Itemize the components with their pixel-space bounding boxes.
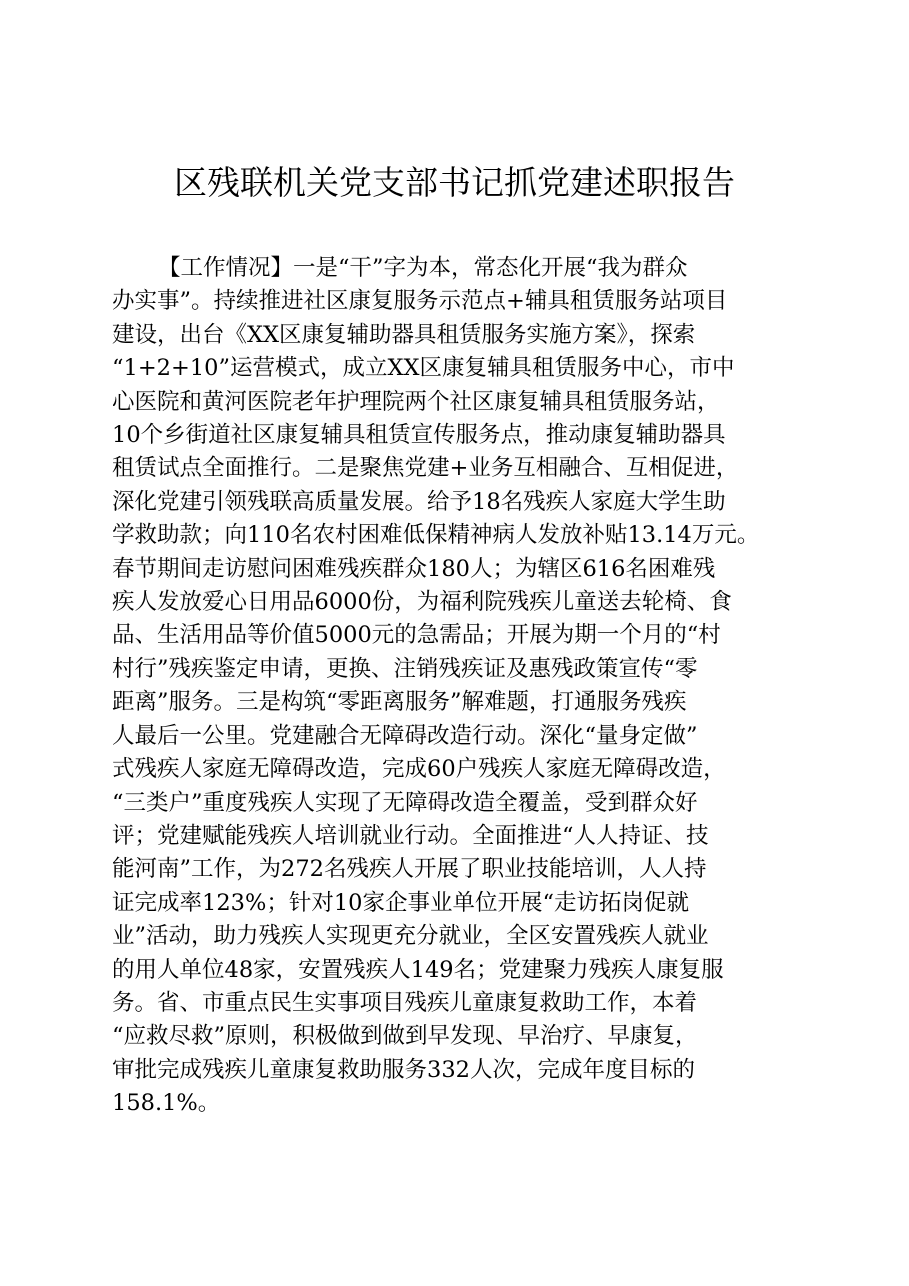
body-line: 158.1%。 <box>112 1090 221 1117</box>
body-line: 距离”服务。三是构筑“零距离服务”解难题，打通服务残疾 <box>112 689 687 716</box>
body-line: 式残疾人家庭无障碍改造，完成60户残疾人家庭无障碍改造， <box>112 756 726 783</box>
body-line: 村行”残疾鉴定申请，更换、注销残疾证及惠残政策宣传“零 <box>112 655 698 682</box>
body-line: 证完成率123%；针对10家企事业单位开展“走访拓岗促就 <box>112 889 689 916</box>
body-line: 的用人单位48家，安置残疾人149名；党建聚力残疾人康复服 <box>112 956 724 983</box>
body-line: 租赁试点全面推行。二是聚焦党建+业务互相融合、互相促进， <box>112 455 739 482</box>
body-line: 学救助款；向110名农村困难低保精神病人发放补贴13.14万元。 <box>112 522 760 549</box>
body-line: 评；党建赋能残疾人培训就业行动。全面推进“人人持证、技 <box>112 822 709 849</box>
body-line: 建设，出台《XX区康复辅助器具租赁服务实施方案》，探索 <box>112 321 696 348</box>
body-line: 【工作情况】一是“干”字为本，常态化开展“我为群众 <box>158 255 688 281</box>
body-line: 业”活动，助力残疾人实现更充分就业，全区安置残疾人就业 <box>112 923 709 950</box>
body-line: 审批完成残疾儿童康复救助服务332人次，完成年度目标的 <box>112 1056 695 1083</box>
body-line: 人最后一公里。党建融合无障碍改造行动。深化“量身定做” <box>112 722 698 749</box>
body-line: 心医院和黄河医院老年护理院两个社区康复辅具租赁服务站， <box>112 388 720 415</box>
body-line: “三类户”重度残疾人实现了无障碍改造全覆盖，受到群众好 <box>112 789 698 816</box>
body-line: 疾人发放爱心日用品6000份，为福利院残疾儿童送去轮椅、食 <box>112 589 732 616</box>
body-line: 10个乡街道社区康复辅具租赁宣传服务点，推动康复辅助器具 <box>112 422 726 449</box>
document-title: 区残联机关党支部书记抓党建述职报告 <box>174 163 735 202</box>
body-line: 能河南”工作，为272名残疾人开展了职业技能培训，人人持 <box>112 856 707 883</box>
body-line: “应救尽救”原则，积极做到做到早发现、早治疗、早康复， <box>112 1023 698 1050</box>
body-line: “1+2+10”运营模式，成立XX区康复辅具租赁服务中心，市中 <box>112 355 735 382</box>
body-line: 办实事”。持续推进社区康复服务示范点+辅具租赁服务站项目 <box>112 288 728 315</box>
body-line: 深化党建引领残联高质量发展。给予18名残疾人家庭大学生助 <box>112 488 726 515</box>
body-line: 春节期间走访慰问困难残疾群众180人；为辖区616名困难残 <box>112 555 716 582</box>
body-line: 品、生活用品等价值5000元的急需品；开展为期一个月的“村 <box>112 622 721 649</box>
document-body <box>112 252 802 1121</box>
body-line: 务。省、市重点民生实事项目残疾儿童康复救助工作，本着 <box>112 989 698 1016</box>
